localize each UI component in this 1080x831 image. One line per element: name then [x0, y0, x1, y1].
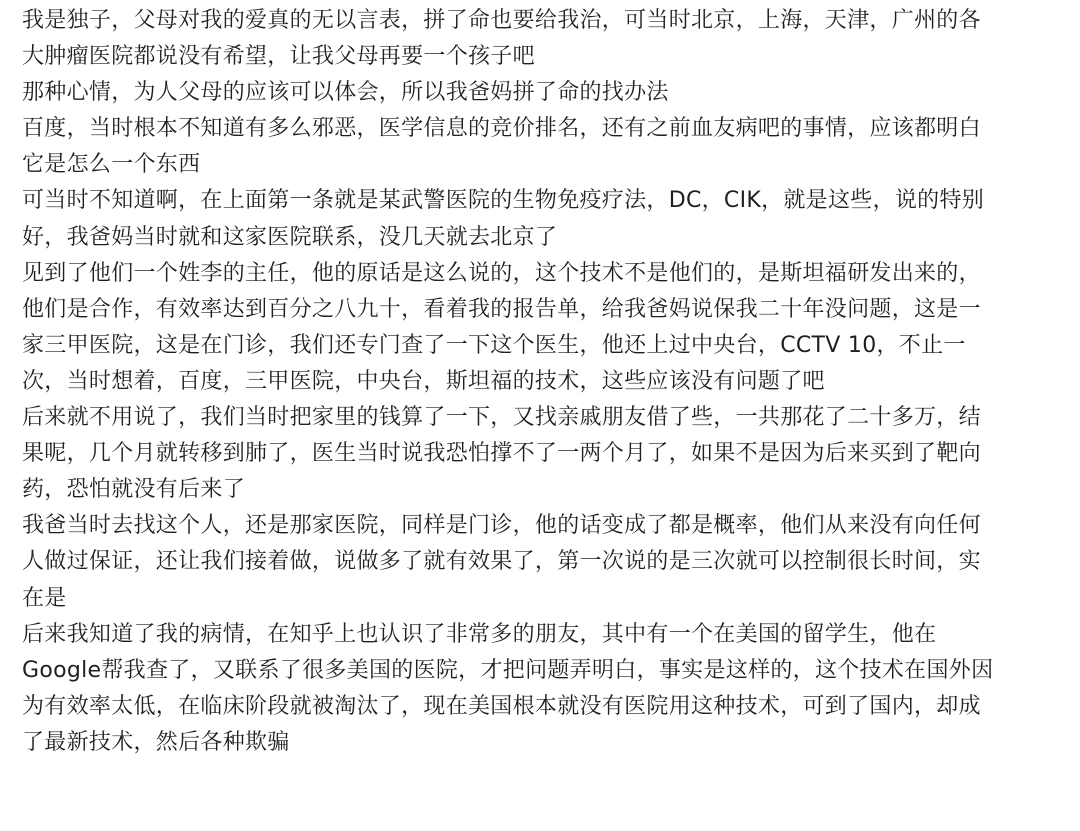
text-line: 见到了他们一个姓李的主任，他的原话是这么说的，这个技术不是他们的，是斯坦福研发出来的，	[22, 260, 981, 286]
paragraph-3	[22, 111, 1060, 183]
paragraph-2	[22, 75, 1060, 111]
text-line: 了最新技术，然后各种欺骗	[22, 729, 290, 755]
text-line: 次，当时想着，百度，三甲医院，中央台，斯坦福的技术，这些应该没有问题了吧	[22, 368, 825, 394]
text-line: 那种心情，为人父母的应该可以体会，所以我爸妈拼了命的找办法	[22, 80, 669, 106]
text-line: 我是独子，父母对我的爱真的无以言表，拼了命也要给我治，可当时北京，上海，天津，广州的各	[22, 8, 981, 33]
text-line: 药，恐怕就没有后来了	[22, 477, 246, 503]
paragraph-4	[22, 183, 1060, 255]
text-line: 百度，当时根本不知道有多么邪恶，医学信息的竞价排名，还有之前血友病吧的事情，应该都明白	[22, 116, 981, 142]
text-line: 果呢，几个月就转移到肺了，医生当时说我恐怕撑不了一两个月了，如果不是因为后来买到了靶向	[22, 441, 981, 467]
text-line: 后来就不用说了，我们当时把家里的钱算了一下，又找亲戚朋友借了些，一共那花了二十多万，结	[22, 405, 981, 431]
text-line: 人做过保证，还让我们接着做，说做多了就有效果了，第一次说的是三次就可以控制很长时间，实	[22, 549, 981, 575]
text-line: 他们是合作，有效率达到百分之八九十，看着我的报告单，给我爸妈说保我二十年没问题，这是一	[22, 296, 981, 322]
paragraph-8	[22, 617, 1060, 761]
text-line: 我爸当时去找这个人，还是那家医院，同样是门诊，他的话变成了都是概率，他们从来没有向任何	[22, 513, 981, 539]
text-line: 大肿瘤医院都说没有希望，让我父母再要一个孩子吧	[22, 44, 535, 70]
text-line: 后来我知道了我的病情，在知乎上也认识了非常多的朋友，其中有一个在美国的留学生，他在	[22, 621, 937, 647]
text-line: 在是	[22, 585, 67, 611]
text-line: Google帮我查了，又联系了很多美国的医院，才把问题弄明白，事实是这样的，这个技术在国外因	[22, 657, 994, 683]
text-line: 好，我爸妈当时就和这家医院联系，没几天就去北京了	[22, 224, 558, 250]
paragraph-1	[22, 3, 1060, 75]
text-line: 家三甲医院，这是在门诊，我们还专门查了一下这个医生，他还上过中央台，CCTV 10，不止一	[22, 332, 966, 358]
paragraph-5	[22, 256, 1060, 400]
text-line: 可当时不知道啊，在上面第一条就是某武警医院的生物免疫疗法，DC，CIK，就是这些，说的特别	[22, 188, 985, 214]
text-line: 它是怎么一个东西	[22, 152, 201, 178]
text-line: 为有效率太低，在临床阶段就被淘汰了，现在美国根本就没有医院用这种技术，可到了国内，却成	[22, 693, 981, 719]
paragraph-7	[22, 508, 1060, 616]
paragraph-6	[22, 400, 1060, 508]
